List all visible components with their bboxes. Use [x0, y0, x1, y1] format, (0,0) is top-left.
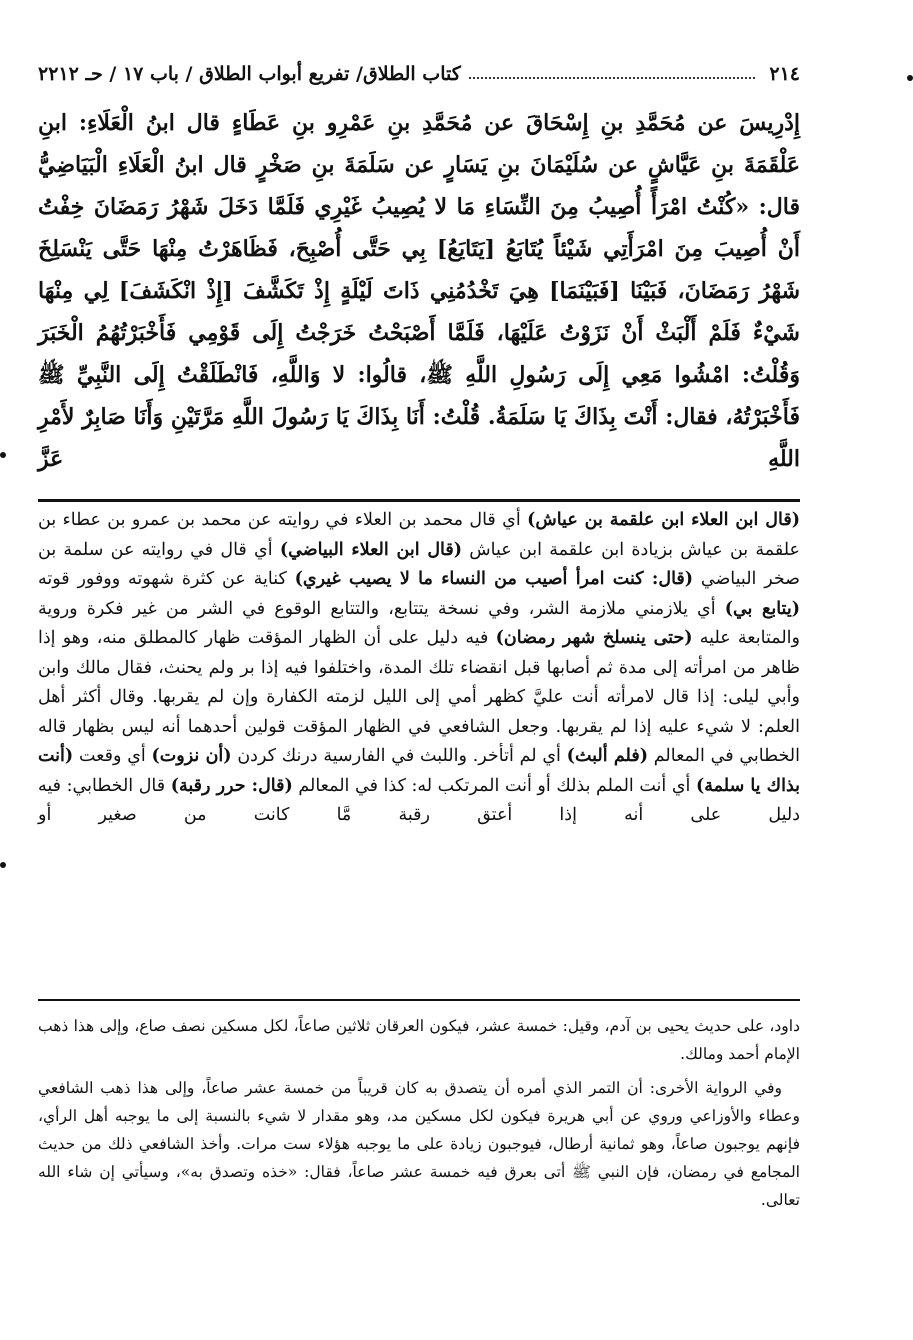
book-page	[38, 44, 800, 1340]
quoted-phrase: (أنت بذاك يا سلمة)	[38, 746, 800, 796]
footnote-divider	[38, 999, 800, 1001]
quoted-phrase: (يتابع بي)	[724, 598, 800, 619]
commentary-run: قال الخطابي: فيه دليل على أنه إذا أعتق رقبة مَّا كانت من صغير أو	[38, 775, 800, 825]
commentary-run: أي وقعت	[73, 746, 152, 766]
commentary-run: أي قال في روايته عن سلمة بن صخر البياضي	[38, 539, 801, 589]
commentary-run: كناية عن كثرة شهوته ووفور قوته	[38, 569, 295, 589]
quoted-phrase: (حتى ينسلخ شهر رمضان)	[495, 628, 693, 648]
running-header	[38, 58, 800, 90]
margin-mark	[0, 452, 6, 458]
page-number: ٢١٤	[769, 63, 800, 85]
commentary-run: أي يلازمني ملازمة الشر، وفي نسخة يتتابع، والتتابع الوقوع في الشر من غير فكرة وروية والمتابعة عليه	[38, 598, 800, 648]
quoted-phrase: (قال ابن العلاء البياضي)	[279, 539, 463, 560]
running-title: كتاب الطلاق/ تفريع أبواب الطلاق / باب ١٧ / حـ ٢٢١٢	[38, 63, 461, 85]
commentary-text	[38, 506, 800, 946]
commentary-run: أي قال محمد بن العلاء في روايته عن محمد بن عمرو بن عطاء بن علقمة بن عياش بزيادة ابن علقمة ابن عياش	[38, 510, 800, 560]
commentary-run: فيه دليل على أن الظهار المؤقت ظهار كالمطلق منه، وهو إذا ظاهر من امرأته إلى مدة ثم أصابها قبل انقضاء تلك المدة، واختلفوا فيه إذا بر ولم يحنث، فقال مالك وابن وأبي ليلى: إذا قال لامرأته أنت عليَّ كظهر أمي إلى الليل لزمته الكفارة وإن لم يقربها. وقال أكثر أهل العلم: لا شيء عليه إذا لم يقربها. وجعل الشافعي في الظهار المؤقت قولين أحدهما أنه ليس بظهار قاله الخطابي في المعالم	[38, 628, 800, 766]
header-dot-leader	[469, 77, 756, 79]
hadith-text: إِدْرِيسَ عن مُحَمَّدِ بنِ إِسْحَاقَ عن مُحَمَّدِ بنِ عَمْرِو بنِ عَطَاءٍ قال ابنُ الْعَلَاءِ: ابنِ عَلْقَمَةَ بنِ عَيَّاشٍ عن سُلَيْمَانَ بنِ يَسَارٍ عن سَلَمَةَ بنِ صَخْرٍ قال ابنُ الْعَلَاءِ الْبَيَاضِيُّ قال: «كُنْتُ امْرَأً أُصِيبُ مِنَ النِّسَاءِ مَا لا يُصِيبُ غَيْرِي فَلَمَّا دَخَلَ شَهْرُ رَمَضَانَ خِفْتُ أَنْ أُصِيبَ مِنَ امْرَأَتِي شَيْئاً يُتَابَعُ [يَتَايَعُ] بِي حَتَّى أُصْبِحَ، فَظَاهَرْتُ مِنْهَا حَتَّى يَنْسَلِخَ شَهْرُ رَمَضَانَ، فَبَيْنَا [فَبَيْنَمَا] هِيَ تَخْدُمُنِي ذَاتَ لَيْلَةٍ إِذْ تَكَشَّفَ [إِذْ انْكَشَفَ] لِي مِنْهَا شَيْءٌ فَلَمْ أَلْبَثْ أَنْ نَزَوْتُ عَلَيْهَا، فَلَمَّا أَصْبَحْتُ خَرَجْتُ إِلَى قَوْمِي فَأَخْبَرْتُهُمُ الْخَبَرَ وَقُلْتُ: امْشُوا مَعِي إِلَى رَسُولِ اللَّهِ ﷺ، قالُوا: لا وَاللَّهِ، فَانْطَلَقْتُ إِلَى النَّبِيِّ ﷺ فَأَخْبَرْتُهُ، فقال: أَنْتَ بِذَاكَ يَا سَلَمَةُ. قُلْتُ: أَنَا بِذَاكَ يَا رَسُولَ اللَّهِ مَرَّتَيْنِ وَأَنَا صَابِرٌ لأَمْرِ اللَّهِ عَزَّ	[38, 110, 801, 472]
footnote-paragraph-1: داود، على حديث يحيى بن آدم، وقيل: خمسة عشر، فيكون العرقان ثلاثين صاعاً، لكل مسكين نصف صاع، وإلى هذا ذهب الإمام أحمد ومالك.	[38, 1017, 800, 1063]
quoted-phrase: (أن نزوت)	[151, 746, 232, 766]
margin-mark	[0, 862, 6, 868]
quoted-phrase: (قال: كنت امرأ أصيب من النساء ما لا يصيب غيري)	[294, 569, 694, 589]
commentary-run: أي أنت الملم بذلك أو أنت المرتكب له: كذا في المعالم	[292, 775, 696, 796]
footnote-paragraph-2: وفي الرواية الأخرى: أن التمر الذي أمره أن يتصدق به كان قريباً من خمسة عشر صاعاً، وإلى هذا ذهب الشافعي وعطاء والأوزاعي وروي عن أبي هريرة فيكون لكل مسكين مد، وهو مقدار لا شيء بالنسبة إلى ما يوجبه أهل الرأي، فإنهم يوجبون صاعاً، وهو ثمانية أرطال، فيوجبون زيادة على ما يوجبه هؤلاء ست مرات. وأخذ الشافعي ذلك من حديث المجامع في رمضان، فإن النبي ﷺ أتى بعرق فيه خمسة عشر صاعاً، فقال: «خذه وتصدق به»، وسيأتي إن شاء الله تعالى.	[38, 1079, 800, 1209]
footnotes	[38, 1012, 800, 1220]
quoted-phrase: (قال ابن العلاء ابن علقمة بن عياش)	[527, 510, 800, 530]
commentary-run: أي لم أتأخر. واللبث في الفارسية درنك كردن	[231, 746, 567, 766]
section-divider	[38, 499, 800, 502]
margin-mark	[907, 75, 913, 81]
quoted-phrase: (قال: حرر رقبة)	[170, 775, 293, 796]
quoted-phrase: (فلم ألبث)	[566, 746, 648, 766]
